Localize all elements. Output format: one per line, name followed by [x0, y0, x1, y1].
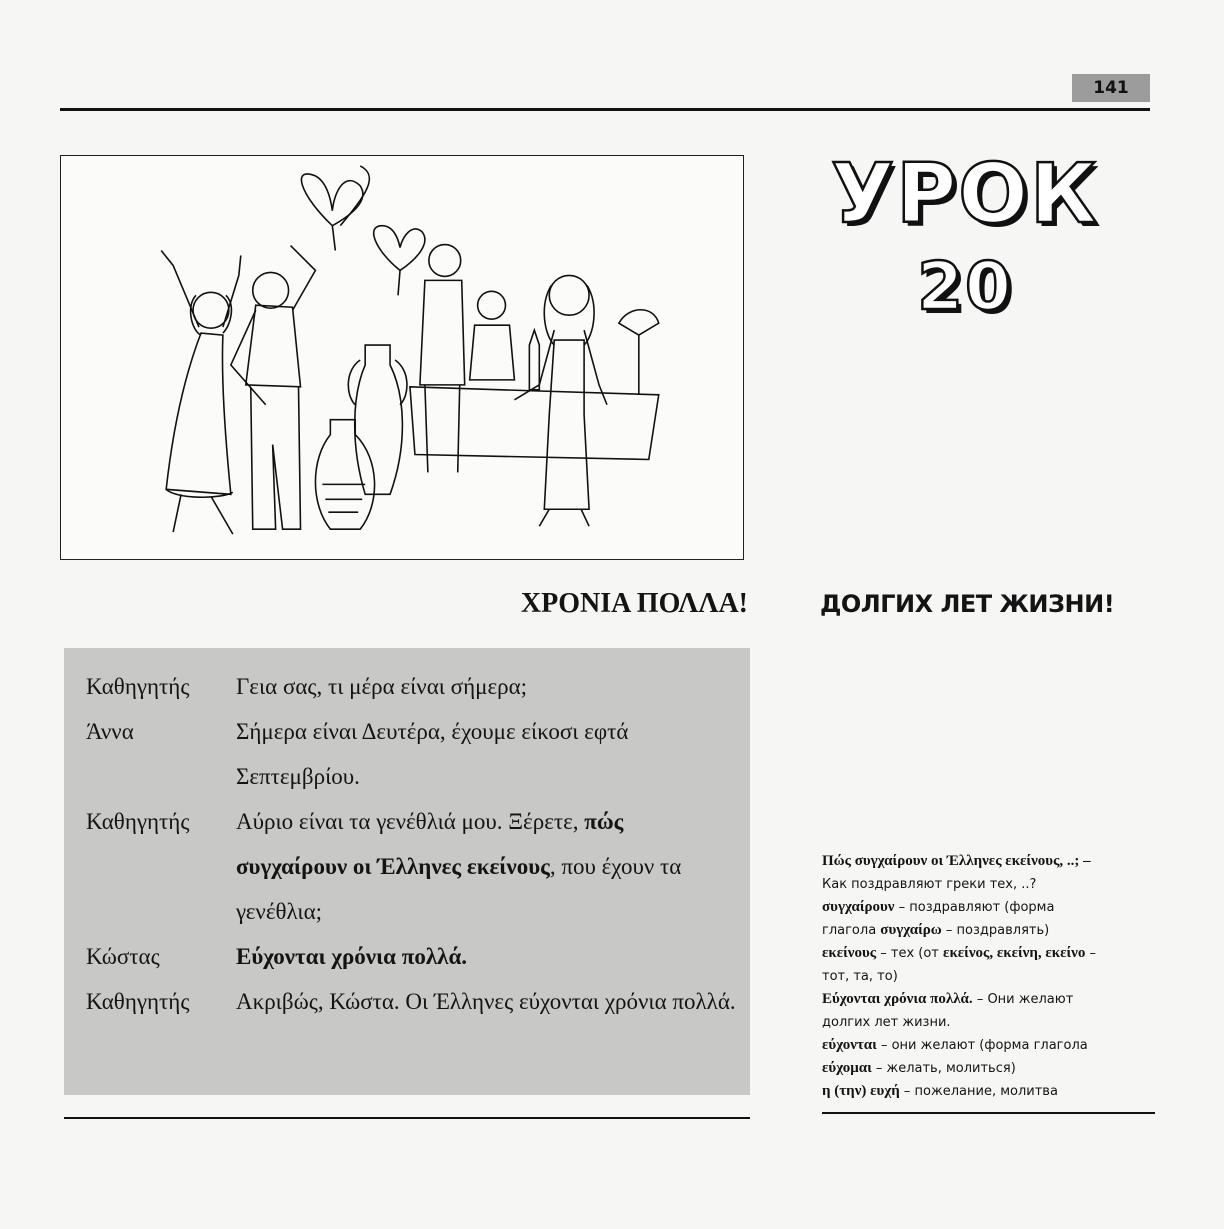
speech-text: Αύριο είναι τα γενέθλιά μου. Ξέρετε, πώς συγχαίρουν οι Έλληνες εκείνους, που έχουν τα γενέθλια; — [236, 809, 682, 924]
vocab-line: εύχομαι – желать, молиться) — [822, 1060, 1016, 1076]
dialogue-line — [86, 979, 750, 1024]
dialogue-title-greek: ΧΡΟΝΙΑ ΠΟΛΛΑ! — [520, 588, 748, 619]
speech-text: Σήμερα είναι Δευτέρα, έχουμε είκοσι εφτά Σεπτεμβρίου. — [236, 719, 629, 789]
lesson-number: 20 — [917, 248, 1013, 325]
table-with-guests — [410, 245, 659, 473]
speech-text: Γεια σας, τι μέρα είναι σήμερα; — [236, 674, 528, 699]
vocab-line: εκείνους – тех (от εκείνος, εκείνη, εκείνο – — [822, 945, 1097, 961]
vocab-line: Εύχονται χρόνια πολλά. – Они желают — [822, 991, 1074, 1007]
page-number: 141 — [1072, 74, 1150, 102]
dialogue-bottom-rule — [64, 1117, 750, 1119]
speech-text: Ακριβώς, Κώστα. Οι Έλληνες εύχονται χρόνια πολλά. — [236, 989, 736, 1014]
dialogue-line — [86, 709, 750, 799]
dialogue-line — [86, 934, 750, 979]
vocabulary-notes — [822, 850, 1152, 1103]
speaker-name: Καθηγητής — [86, 809, 190, 834]
woman-dancing-figure — [161, 251, 241, 535]
man-dancing-figure — [231, 246, 316, 530]
vocab-line: η (την) ευχή – пожелание, молитва — [822, 1083, 1058, 1099]
vocab-line: долгих лет жизни. — [822, 1015, 951, 1030]
dialogue-title-russian: ДОЛГИХ ЛЕТ ЖИЗНИ! — [820, 590, 1115, 618]
vocab-line: συγχαίρουν – поздравляют (форма — [822, 899, 1055, 915]
vocab-line: глагола συγχαίρω – поздравлять) — [822, 922, 1050, 938]
balloon-icon — [301, 166, 424, 295]
vase-icon — [315, 345, 407, 529]
woman-standing-figure — [514, 275, 607, 526]
speaker-name: Άννα — [86, 719, 134, 744]
lesson-word: УРОК — [830, 147, 1100, 242]
vocab-line: Πώς συγχαίρουν οι Έλληνες εκείνους, ..; – — [822, 853, 1091, 869]
speaker-name: Κώστας — [86, 944, 160, 969]
vocab-line: тот, та, то) — [822, 969, 898, 984]
speech-text: Εύχονται χρόνια πολλά. — [236, 944, 468, 969]
party-illustration — [60, 155, 744, 560]
top-rule — [60, 108, 1150, 111]
vocab-bottom-rule — [822, 1112, 1155, 1114]
vocab-line: Как поздравляют греки тех, ..? — [822, 877, 1037, 892]
dialogue-box — [64, 648, 750, 1095]
speaker-name: Καθηγητής — [86, 674, 190, 699]
speaker-name: Καθηγητής — [86, 989, 190, 1014]
dialogue-line — [86, 799, 750, 934]
dialogue-line — [86, 664, 750, 709]
vocab-line: εύχονται – они желают (форма глагола — [822, 1037, 1088, 1053]
